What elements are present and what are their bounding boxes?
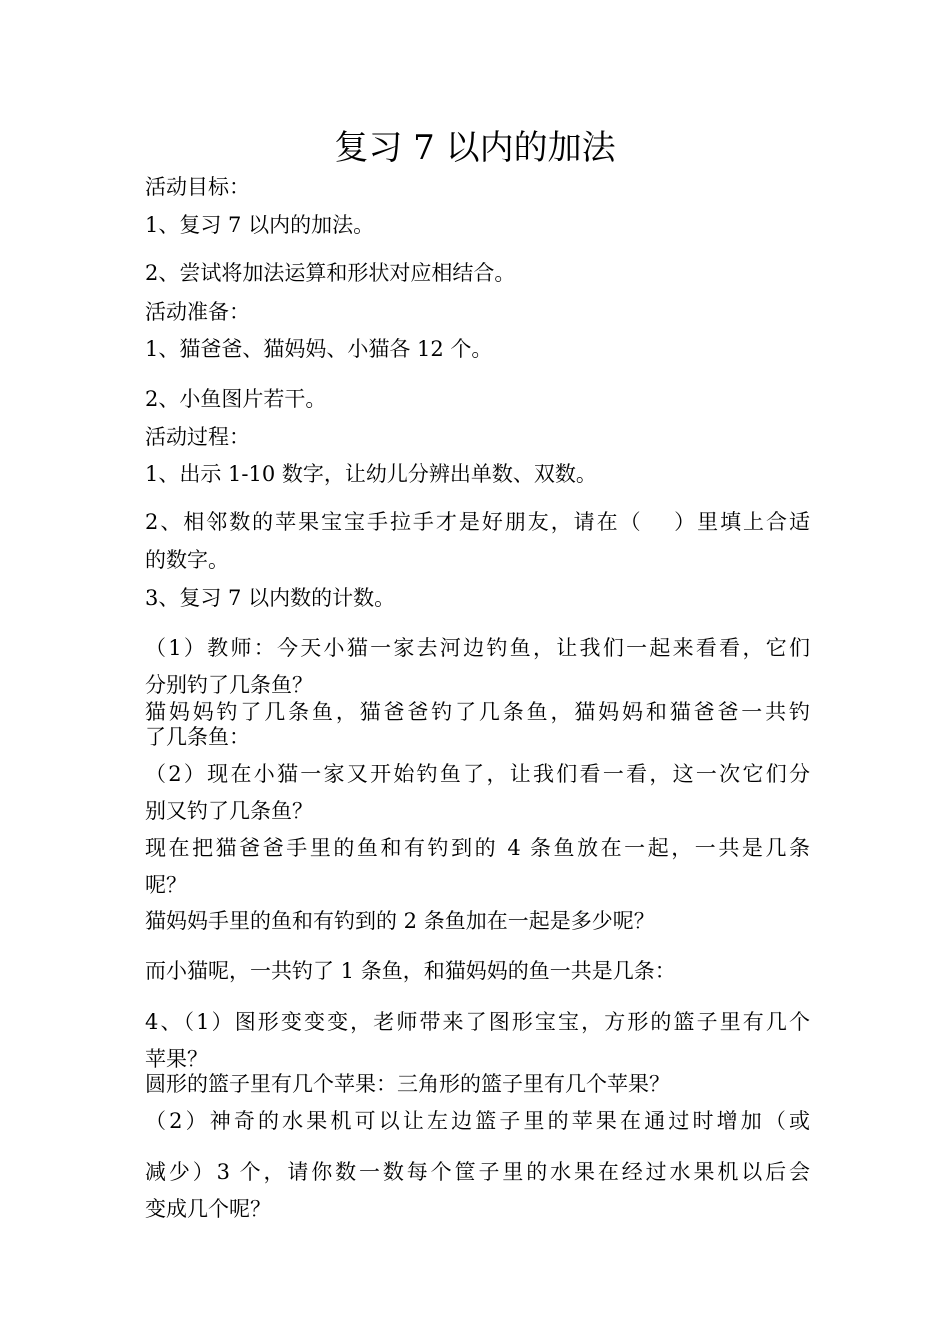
prep-item-1: 1、猫爸爸、猫妈妈、小猫各 12 个。 bbox=[145, 337, 493, 361]
goal-item-2: 2、尝试将加法运算和形状对应相结合。 bbox=[145, 261, 516, 285]
prep-item-2: 2、小鱼图片若干。 bbox=[145, 387, 327, 411]
step-2-line-2: 的数字。 bbox=[145, 548, 229, 572]
step-4-2-line-3: 变成几个呢？ bbox=[145, 1197, 271, 1221]
step-4-line-1: 4、（1）图形变变变，老师带来了图形宝宝，方形的篮子里有几个 bbox=[145, 1010, 810, 1034]
step-3-1-line-1: （1）教师：今天小猫一家去河边钓鱼，让我们一起来看看，它们 bbox=[145, 636, 810, 660]
step-3-3-line-1: 现在把猫爸爸手里的鱼和有钓到的 4 条鱼放在一起，一共是几条 bbox=[145, 836, 810, 860]
step-1: 1、出示 1-10 数字，让幼儿分辨出单数、双数。 bbox=[145, 462, 597, 486]
step-3-2-line-2: 别又钓了几条鱼？ bbox=[145, 799, 313, 823]
step-3: 3、复习 7 以内数的计数。 bbox=[145, 586, 396, 610]
step-4-2-line-1: （2）神奇的水果机可以让左边篮子里的苹果在通过时增加（或 bbox=[145, 1109, 810, 1133]
step-4-2-line-2: 减少）3 个，请你数一数每个筐子里的水果在经过水果机以后会 bbox=[145, 1160, 810, 1184]
goal-item-1: 1、复习 7 以内的加法。 bbox=[145, 213, 375, 237]
step-3-4: 猫妈妈手里的鱼和有钓到的 2 条鱼加在一起是多少呢？ bbox=[145, 909, 655, 933]
step-3-1-line-2: 分别钓了几条鱼？ bbox=[145, 673, 313, 697]
page-title: 复习 7 以内的加法 bbox=[334, 128, 616, 168]
step-3-3-line-2: 呢？ bbox=[145, 873, 187, 897]
section-heading-goals: 活动目标： bbox=[145, 175, 250, 199]
step-4-line-2: 苹果？ bbox=[145, 1047, 208, 1071]
step-3-2-line-1: （2）现在小猫一家又开始钓鱼了，让我们看一看，这一次它们分 bbox=[145, 762, 810, 786]
step-2-line-1: 2、相邻数的苹果宝宝手拉手才是好朋友，请在（ ）里填上合适 bbox=[145, 510, 810, 534]
step-3-1b-line-2: 了几条鱼： bbox=[145, 725, 250, 749]
section-heading-process: 活动过程： bbox=[145, 425, 250, 449]
step-4-b: 圆形的篮子里有几个苹果：三角形的篮子里有几个苹果？ bbox=[145, 1072, 670, 1096]
step-3-1b-line-1: 猫妈妈钓了几条鱼，猫爸爸钓了几条鱼，猫妈妈和猫爸爸一共钓 bbox=[145, 700, 810, 724]
section-heading-preparation: 活动准备： bbox=[145, 300, 250, 324]
step-3-5: 而小猫呢，一共钓了 1 条鱼，和猫妈妈的鱼一共是几条： bbox=[145, 959, 676, 983]
